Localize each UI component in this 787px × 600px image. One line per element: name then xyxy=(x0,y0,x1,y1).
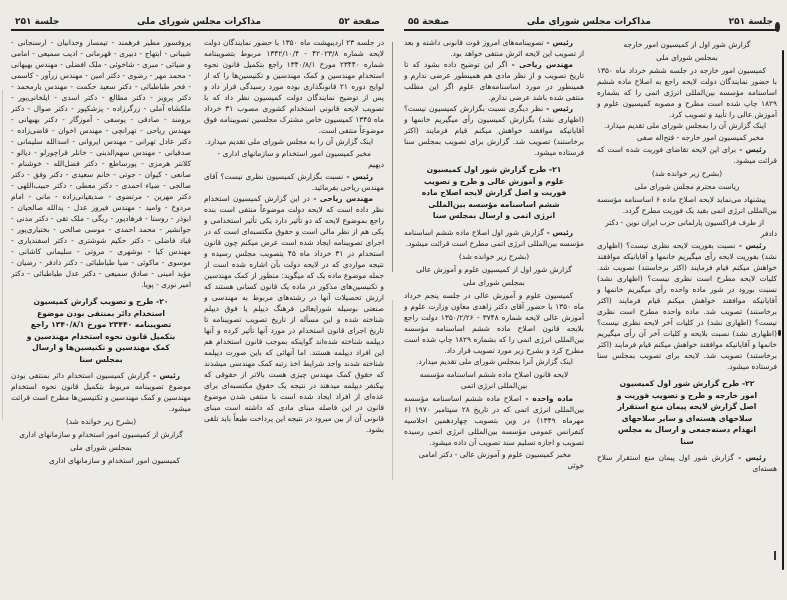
centered-line: گزارش از کمیسیون امور استخدام و سازمانهای اداری xyxy=(19,430,183,439)
signature-line: مخبر کمیسیون امور استخدام و سازمانهای اداری - دیهیم xyxy=(217,149,384,169)
text-column-inner-left xyxy=(404,37,584,594)
paragraph: پروفسور مطیر فرهمند - تیمسار وحدانیان - ارسنجانی - شیبانی - ابتهاج - دبیری - قهرمانی - ادیب سمیعی - امامی و ضیائی - مبری - شاخوئی - ملک افضلی - مهندس بهبهانی - محمد مهر - رضوی - دکتر امین - مهندس زرآور - کاسمی - فخر طباطبائی - دکتر سعید حکمت - مهندس یارمحمد - دکتر پرویز - دکتر مطالع - دکتر اسدی - ایلخانی‌پور - ملکشاه آملی - زرگرزاده - پزشکپور - دکتر صوال - دکتر برومند - صادقی - یوسفی - آموزگار - دکتر بهبهانی - مهندس ریاحی - تهرانچی - مهندس اخوان - قاضی‌زاده - دکتر عادل تهرانی - مهندس ایروانی - اسدالله سلیمانی - صدقیانی - مهندس سهم‌الدینی - خانلر قراچورلو - دیالو - کلانتر هرمزی - پورساطع - دکتر فضل‌الله - خوشنام - صانعی - کیوان - جوتی - خانم سعیدی - دکتر وفق - دکتر صالحی - ضیاء احمدی - دکتر معطی - دکتر حبیب‌اللهی - دکتر مهرین - مرتضوی - صدیقیانی‌زاده - مانی - امام مردوخ - وامید - مهندس فیروز عدل - یدالله صالحیان - ابوذر - روستا - فرهادپور - ریگی - ملک تقی - دکتر مدنی - جوانشیر - محمد احمدی - موسی صالحی - بختیاری‌پور - قباد فاضلی - دکتر حکیم شوشتری - دکتر اسفندیاری - مهندس کیا - بوشهری - مروتی - سلیمانی کاشانی - موسوی - ماکوئی - ضیا طباطبائی - دکتر دادفر - رضیان - مؤید امینی - صادق سمیعی - دکتر عدل طباطبائی - دکتر امیر نوری - پویا. xyxy=(11,38,191,289)
speaker-name: مهندس ریاحی - xyxy=(507,60,573,69)
paragraph: کمیسیون امور خارجه در جلسه ششم خرداد ماه ۱۳۵۰ با حضور نمایندگان دولت لایحه راجع به اصلاح ماده ششم اساسنامه مؤسسه بین‌المللی انرژی اتمی را که بشماره ۱۸۲۹ چاپ شده است مطرح و مصوبه کمیسیون علوم و آموزش عالی را تأیید و تصویب کرد. xyxy=(597,66,777,119)
text-column-inner-right xyxy=(204,37,384,594)
paragraph: رئیس - نسبت بفوریت لایحه نظری نیست؟ (اظهاری نشد) بفوریت لایحه رأی میگیریم خانمها و آقایانیکه موافقند خواهش میکنم قیام فرمایند (اکثر برخاستند) تصویب شد. کلیات لایحه مطرح است نظری نیست؟ (اظهاری نشد) نسبت بورود در شور ماده واحده رأی میگیریم خانمها و آقایانیکه موافقند خواهش میکنم قیام فرمایند (اکثر برخاستند) تصویب شد. ماده واحده مطرح است نظری نیست؟ (اظهاری نشد) در کلیات آخر لایحه نظری نیست؟ (اظهاری نشد) نسبت بلایحه و کلیات آخر آن رأی میگیریم خانمها و آقایانیکه موافقند خواهش میکنم قیام فرمایند (اکثر برخاستند) تصویب شد. لایحه برای تصویب بمجلس سنا فرستاده میشود. xyxy=(597,241,777,371)
paragraph: رئیس - نسبت بگزارش کمیسیون نظری نیست؟ آقای مهندس ریاحی بفرمائید. xyxy=(204,172,384,192)
page-left xyxy=(394,0,787,600)
speaker-name: رئیس - xyxy=(736,145,766,154)
paragraph: اینک گزارش آن را بمجلس شورای ملی تقدیم میدارد. xyxy=(603,121,766,130)
centered-line: ریاست محترم مجلس شورای ملی xyxy=(634,182,740,191)
page-columns xyxy=(404,31,777,594)
centered-line: (بشرح زیر خوانده شد) xyxy=(65,417,137,426)
centered-line: بمجلس شورای ملی xyxy=(656,53,718,62)
centered-line: (بشرح زیر خوانده شد) xyxy=(651,169,723,178)
paragraph: اینک گزارش آنرا بمجلس شورای ملی تقدیم میدارد. xyxy=(416,356,573,366)
page-title: مذاکرات مجلس شورای ملی xyxy=(137,17,262,27)
paragraph: پیشنهاد می‌نماید لایحه اصلاح ماده ۶ اساسنامه مؤسسه بین‌المللی انرژی اتمی بقید یک فوریت مطرح گردد. xyxy=(597,195,777,215)
centered-line: گزارش شور اول از کمیسیون علوم و آموزش عالی xyxy=(416,264,572,274)
paragraph: کمیسیون علوم و آموزش عالی در جلسه پنجم خرداد ماه ۱۳۵۰ با حضور آقای دکتر زاهدی معاون وزارت علوم و آموزش عالی لایحه شماره ۳۷۴۸ - ۱۳۵۰/۲/۲۶ دولت راجع بلایحه قانون اصلاح ماده ششم اساسنامه مؤسسه بین‌المللی انرژی اتمی را که بشماره ۱۸۲۹ چاپ شده است مطرح کرد و بشرح زیر مورد تصویب قرار داد. xyxy=(404,290,584,355)
paragraph: مهندس ریاحی - در این گزارش کمیسیون استخدام نظر داده است که لایحه دولت موضوعاً منتفی است بنده راجع بموضوع لایحه که دو تأثیر دارد یکی تأثیر استخدامی و یکی هم از نظر مالی است و حقوق مکتسبه‌ای است که در اجرای تصویبنامه ایجاد شده است عرض میکنم چون قانون استخدام در ۳۱ خرداد ماه ۴۵ بتصویب مجلس رسیده و نتیجه مواردی که در لایحه دولت بآن اشاره شده است از جمله موضوع ماده یک که میگوید: منظور از کمک مهندسین و تکنیسین‌های مذکور در ماده یک قانون کسانی هستند که ارزش تحصیلات آنها در رشته‌های مربوط به مهندسی و صنعتی بوسیله شورایعالی فرهنگ دیپلم یا فوق دیپلم شناخته شده و این مسأله از تاریخ تصویب تصویبنامه تا تاریخ اجرای قانون استخدام در مورد آنها تأثیر کرده و آنها دیپلمه شناخته شده‌اند گواینکه بموجب قانون استخدام هم این افراد دیپلمه هستند. اما آنهائی که باین صورت دیپلمه شناخته شدند واجد شرایط اخذ رتبه کمک مهندسی میشدند که حقوق کمک مهندس چیزی هست بالاتر از حقوقی که بیکنفر دیپلمه میدهند در نتیجه یک حقوق مکتسبه‌ای برای عده‌ای از افراد ایجاد شده است با منتفی شدن موضوع قانون در این فاصله مبنای مادی که داشته است مبنای قانونی آن از بین میرود در نتیجه این پرداخت طبعاً باید تلقی بشود. xyxy=(204,194,384,434)
session-number: جلسة ۲۵۱ xyxy=(728,17,773,27)
centered-line: بمجلس شورای ملی xyxy=(70,443,132,452)
scan-edge-tick xyxy=(774,551,776,560)
signature-line: مخبر کمیسیون امور خارجه - فتح‌اله صفی xyxy=(636,133,764,142)
page-columns xyxy=(11,31,384,594)
signature-line: از طرف فراکسیون پارلمانی حزب ایران نوین - دکتر دادفر xyxy=(605,218,777,238)
speaker-name: رئیس - xyxy=(543,104,573,113)
speaker-name: مهندس ریاحی - xyxy=(309,194,373,203)
paragraph: مهندس ریاحی - اگر این توضیح داده بشود که تا تاریخ تصویب و از نظر مادی هم همینطور عرضی ندارم و همینطور در مورد اساسنامه‌های علوم اگر این مطلب منتفی شده باشد عرضی ندارم. xyxy=(404,60,584,102)
session-number: جلسة ۲۵۱ xyxy=(15,17,60,27)
paragraph: رئیس - برای این لایحه تقاضای فوریت شده است که قرائت میشود. xyxy=(597,145,777,165)
centered-line: لایحه قانون اصلاح ماده ششم اساسنامه مؤسسه بین‌المللی انرژی اتمی xyxy=(419,369,569,390)
signature-line: مخبر کمیسیون علوم و آموزش عالی - دکتر امامی خوئی xyxy=(418,449,584,470)
section-heading: ۲۰- طرح و تصویب گزارش کمیسیون استخدام دائر بمنتفی بودن موضوع تصویبنامه ۲۳۴۴۰ مورخ ۱۳۴۰/۸/۱ راجع بتکمیل قانون نحوه استخدام مهندسین و کمک مهندسین و تکنیسین‌ها و ارسال بمجلس سنا xyxy=(26,297,176,364)
speaker-name: رئیس - xyxy=(543,227,573,237)
scan-edge-artifact xyxy=(782,50,785,570)
page-gutter-line-faint xyxy=(392,300,393,480)
paragraph: رئیس - گزارش شور اول پیمان منع استقرار سلاح هسته‌ای xyxy=(597,453,777,473)
centered-line: گزارش شور اول از کمیسیون امور خارجه xyxy=(623,40,751,49)
paragraph: رئیس - تصویبنامه‌های امروز قوت قانونی داشته و بعد از تصویب این لایحه اثرش منتفی خواهد بود. xyxy=(404,38,584,58)
speaker-name: رئیس - xyxy=(149,371,180,380)
text-column-outer-right xyxy=(11,37,191,594)
page-number: صفحة ۵۲ xyxy=(338,17,380,27)
paragraph: کمیسیون امور استخدام و سازمانهای اداری xyxy=(48,456,180,465)
page-header xyxy=(11,17,384,31)
speaker-name: رئیس - xyxy=(543,38,573,47)
speaker-name: رئیس - xyxy=(735,241,766,250)
paragraph: در جلسه ۲۳ اردیبهشت ماه ۱۳۵۰ با حضور نمایندگان دولت لایحه شماره ۴۲۰۲۳/۸ - ۱۳۴۲/۱۰/۴ مربوط بتصویبنامه شماره ۲۳۴۴۰ مورخ ۱۳۴۰/۸/۱ راجع بتکمیل قانون نحوه استخدام مهندسین و کمک مهندسین و تکنیسین‌ها را که از لوایح دوره ۲۱ قانونگذاری بوده مورد رسیدگی قرار داد و پس از توضیح نمایندگان دولت کمیسیون نظر داد که با تصویب لایحه قانونی استخدام کشوری مصوب ۳۱ خرداد ماه ۱۳۴۵ کمیسیون خاص مشترک مجلسین تصویبنامه فوق موضوعاً منتفی است. xyxy=(204,38,384,135)
centered-line: بمجلس شورای ملی xyxy=(463,277,525,287)
page-header xyxy=(404,17,777,31)
speaker-name: رئیس - xyxy=(343,172,373,181)
text-column-outer-left xyxy=(597,37,777,594)
paragraph: رئیس - گزارش شور اول اصلاح ماده ششم اساسنامه مؤسسه بین‌المللی انرژی اتمی مطرح است قرائت میشود. xyxy=(404,227,584,248)
paragraph: رئیس - گزارش کمیسیون استخدام دائر بمنتفی بودن موضوع تصویبنامه مربوط بتکمیل قانون نحوه استخدام مهندسین و کمک مهندسین و تکنیسین‌ها مطرح است قرائت میشود. xyxy=(11,371,191,413)
paragraph: ماده واحده - اصلاح ماده ششم اساسنامه مؤسسه بین‌المللی انرژی اتمی که در تاریخ ۲۸ سپتامبر ۱۹۷۰ (۶ مهرماه ۱۳۴۹) در وین بتصویب چهاردهمین اجلاسیه کنفرانس عمومی مؤسسه بین‌المللی انرژی اتمی رسیده تصویب و اجازه تسلیم سند تصویب آن داده میشود. xyxy=(404,393,584,447)
centered-line: (بشرح زیر خوانده شد) xyxy=(458,251,530,261)
section-heading: ۲۱- طرح گزارش شور اول کمیسیون علوم و آموزش عالی و طرح و تصویب فوریت و اصل گزارش لایحه اصلاح ماده ششم اساسنامه مؤسسه بین‌المللی انرژی اتمی و ارسال بمجلس سنا xyxy=(421,165,567,220)
paragraph: رئیس - نظر دیگری نسبت بگزارش کمیسیون نیست؟ (اظهاری نشد) بگزارش کمیسیون رأی میگیریم خانمها و آقایانیکه موافقند خواهش میکنم قیام فرمایند (اکثر برخاستند) تصویب شد. گزارش برای تصویب بمجلس سنا فرستاده میشود. xyxy=(404,104,584,157)
paragraph: اینک گزارش آن را به مجلس شورای ملی تقدیم میدارد. xyxy=(204,137,373,146)
scan-edge-tick xyxy=(778,330,781,336)
page-gutter-line xyxy=(392,42,393,272)
page-right xyxy=(1,0,394,600)
section-heading: ۲۲- طرح گزارش شور اول کمیسیون امور خارجه و طرح و تصویب فوریت و اصل گزارش لایحه پیمان منع استقرار سلاحهای هسته‌ای و سایر سلاحهای انهدام دسته‌جمعی و ارسال به مجلس سنا xyxy=(616,379,758,446)
scan-edge-blob xyxy=(775,22,780,32)
page-number: صفحة ۵۵ xyxy=(408,17,450,27)
page-title: مذاکرات مجلس شورای ملی xyxy=(526,17,651,27)
speaker-name: رئیس - xyxy=(733,453,766,462)
speaker-name: ماده واحده - xyxy=(521,393,573,403)
scan-left-edge-line xyxy=(2,90,3,420)
